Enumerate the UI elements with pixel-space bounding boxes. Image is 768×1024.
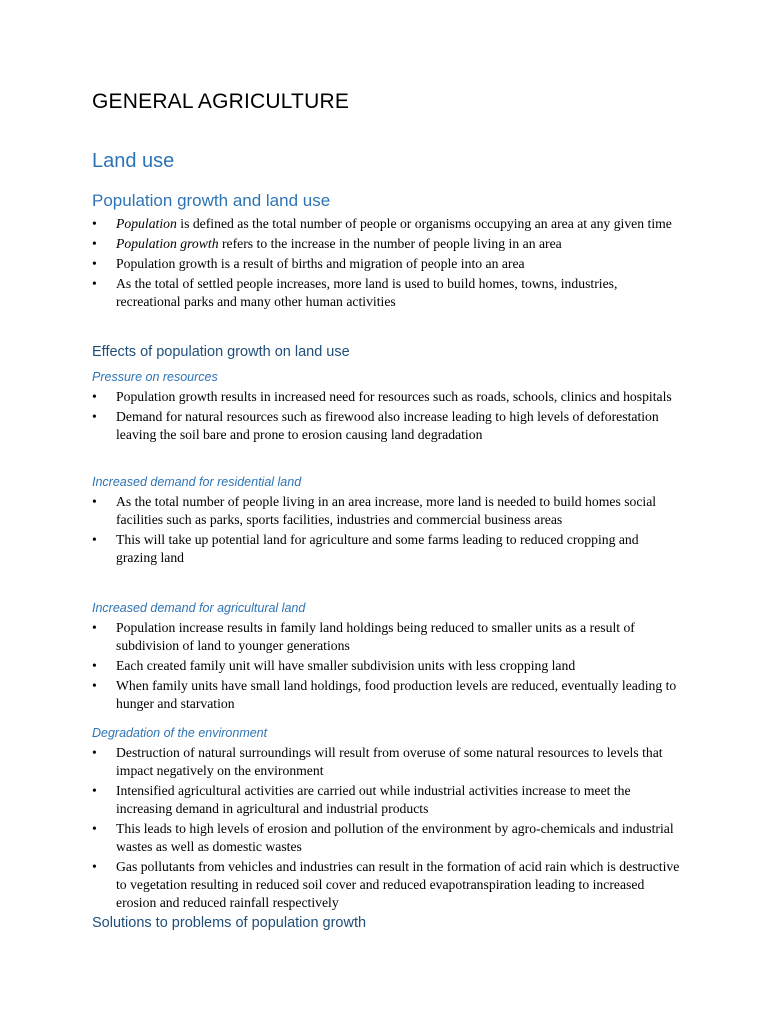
agricultural-bullet-list: [92, 619, 682, 715]
bullet-glyph: •: [92, 409, 97, 424]
defined-term: Population: [116, 216, 177, 231]
bullet-glyph: •: [92, 620, 97, 635]
list-item: [92, 215, 682, 233]
bullet-glyph: •: [92, 783, 97, 798]
list-item-text: Demand for natural resources such as firewood also increase leading to high levels of deforestation leaving the soil bare and prone to erosion causing land degradation: [116, 409, 659, 442]
degradation-heading: Degradation of the environment: [92, 726, 268, 740]
list-item: [92, 255, 682, 273]
solutions-heading: Solutions to problems of population growth: [92, 915, 367, 931]
list-item-text: Each created family unit will have smaller subdivision units with less cropping land: [116, 658, 576, 673]
list-item: [92, 531, 682, 567]
bullet-glyph: •: [92, 216, 97, 231]
list-item-text: As the total number of people living in an area increase, more land is needed to build homes social facilities such as parks, sports facilities, industries and commercial business areas: [116, 494, 657, 527]
list-item: [92, 275, 682, 311]
list-item-text: Population growth is a result of births and migration of people into an area: [116, 256, 525, 271]
list-item: [92, 657, 682, 675]
list-item: [92, 235, 682, 253]
bullet-glyph: •: [92, 745, 97, 760]
list-item: [92, 820, 682, 856]
bullet-glyph: •: [92, 658, 97, 673]
list-item: [92, 388, 682, 406]
list-item-text: Gas pollutants from vehicles and industries can result in the formation of acid rain which is destructive to vegetation resulting in reduced soil cover and reduced evapotranspiration leading to increased erosion and reduced rainfall respectively: [116, 859, 680, 910]
residential-bullet-list: [92, 493, 682, 569]
list-item-text: Intensified agricultural activities are carried out while industrial activities increase to meet the increasing demand in agricultural and industrial products: [116, 783, 631, 816]
degradation-bullet-list: [92, 744, 682, 914]
bullet-glyph: •: [92, 494, 97, 509]
bullet-glyph: •: [92, 236, 97, 251]
list-item: [92, 619, 682, 655]
intro-bullet-list: [92, 215, 682, 313]
defined-term: Population growth: [116, 236, 219, 251]
pressure-heading: Pressure on resources: [92, 370, 218, 384]
agricultural-heading: Increased demand for agricultural land: [92, 601, 306, 615]
bullet-glyph: •: [92, 389, 97, 404]
residential-heading: Increased demand for residential land: [92, 475, 302, 489]
bullet-glyph: •: [92, 678, 97, 693]
list-item: [92, 677, 682, 713]
list-item-text: This leads to high levels of erosion and pollution of the environment by agro-chemicals and industrial wastes as well as domestic wastes: [116, 821, 674, 854]
list-item-text: As the total of settled people increases, more land is used to build homes, towns, industries, recreational parks and many other human activities: [116, 276, 618, 309]
list-item: [92, 858, 682, 912]
list-item-text: Population growth results in increased need for resources such as roads, schools, clinics and hospitals: [116, 389, 672, 404]
list-item: [92, 408, 682, 444]
bullet-glyph: •: [92, 276, 97, 291]
list-item: [92, 782, 682, 818]
list-item-text: This will take up potential land for agriculture and some farms leading to reduced cropping and grazing land: [116, 532, 639, 565]
bullet-glyph: •: [92, 256, 97, 271]
section-heading-land-use: Land use: [92, 150, 175, 172]
list-item-text: When family units have small land holdings, food production levels are reduced, eventually leading to hunger and starvation: [116, 678, 677, 711]
document-title: GENERAL AGRICULTURE: [92, 90, 350, 113]
list-item-text: Population increase results in family land holdings being reduced to smaller units as a result of subdivision of land to younger generations: [116, 620, 635, 653]
list-item-text: is defined as the total number of people or organisms occupying an area at any given time: [176, 216, 672, 231]
list-item: [92, 493, 682, 529]
bullet-glyph: •: [92, 821, 97, 836]
bullet-glyph: •: [92, 859, 97, 874]
list-item: [92, 744, 682, 780]
pressure-bullet-list: [92, 388, 682, 446]
bullet-glyph: •: [92, 532, 97, 547]
list-item-text: refers to the increase in the number of people living in an area: [218, 236, 562, 251]
subsection-heading-population-growth: Population growth and land use: [92, 191, 331, 210]
effects-heading: Effects of population growth on land use: [92, 344, 350, 360]
list-item-text: Destruction of natural surroundings will result from overuse of some natural resources to levels that impact negatively on the environment: [116, 745, 663, 778]
